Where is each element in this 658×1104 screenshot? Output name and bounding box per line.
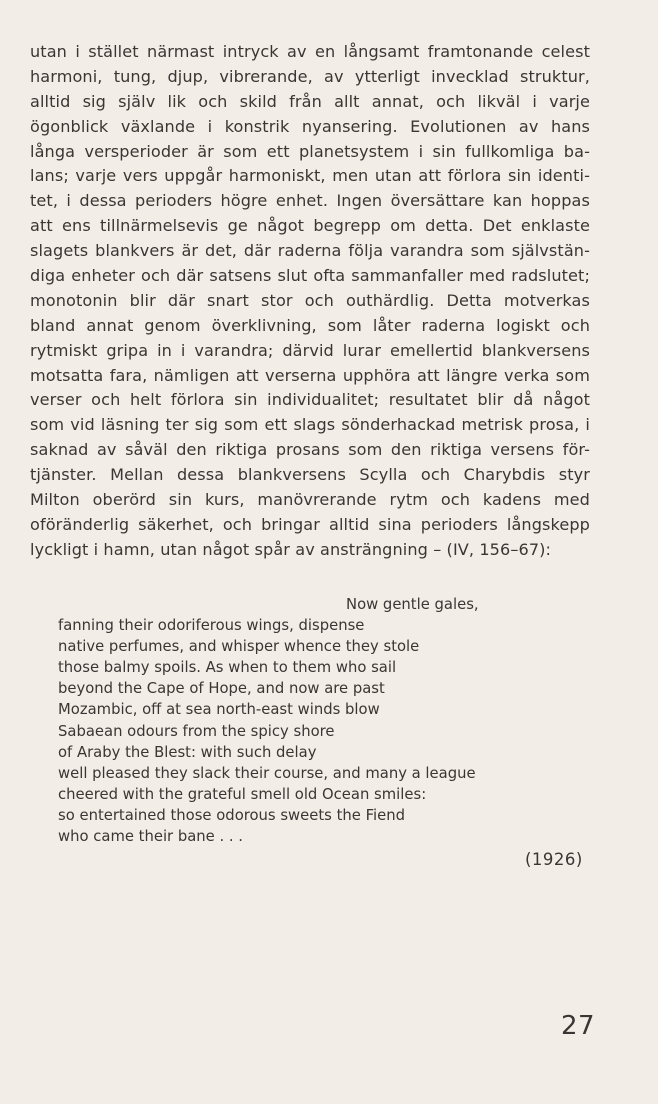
verse-line: who came their bane . . .: [58, 828, 244, 846]
prose-line: tjänster. Mellan dessa blankversens Scylla och Charybdis styr: [30, 465, 590, 485]
prose-line: alltid sig själv lik och skild från allt annat, och likväl i varje: [30, 91, 590, 111]
prose-line: bland annat genom överklivning, som låter raderna logiskt och: [30, 315, 590, 335]
verse-line: Sabaean odours from the spicy shore: [58, 722, 335, 740]
verse-line: beyond the Cape of Hope, and now are past: [58, 680, 385, 698]
prose-line: lans; varje vers uppgår harmoniskt, men utan att förlora sin identi-: [30, 166, 590, 186]
prose-line: harmoni, tung, djup, vibrerande, av ytterligt invecklad struktur,: [30, 66, 590, 86]
verse-line: well pleased they slack their course, and many a league: [58, 764, 476, 782]
prose-line: lyckligt i hamn, utan något spår av ansträngning – (IV, 156–67):: [30, 539, 552, 559]
prose-line: utan i stället närmast intryck av en långsamt framtonande celest: [30, 42, 590, 61]
prose-line: monotonin blir där snart stor och outhärdlig. Detta motverkas: [30, 290, 590, 310]
verse-line: native perfumes, and whisper whence they stole: [58, 638, 420, 656]
verse-line: so entertained those odorous sweets the Fiend: [58, 806, 405, 824]
prose-line: verser och helt förlora sin individualitet; resultatet blir då något: [30, 390, 590, 410]
prose-line: motsatta fara, nämligen att verserna upphöra att längre verka som: [30, 365, 590, 385]
prose-line: slagets blankvers är det, där raderna följa varandra som självstän-: [30, 241, 590, 261]
verse-line: Now gentle gales,: [346, 596, 479, 613]
prose-line: som vid läsning ter sig som ett slags sönderhackad metrisk prosa, i: [30, 415, 590, 435]
essay-date: (1926): [525, 850, 583, 869]
verse-line: Mozambic, off at sea north-east winds blow: [58, 701, 380, 719]
verse-quotation: [58, 594, 518, 847]
verse-line: cheered with the grateful smell old Ocean smiles:: [58, 785, 427, 803]
page-number: 27: [561, 1011, 596, 1041]
prose-line: tet, i dessa perioders högre enhet. Ingen översättare kan hoppas: [30, 191, 590, 211]
prose-line: att ens tillnärmelsevis ge något begrepp om detta. Det enklaste: [30, 216, 590, 236]
verse-line: those balmy spoils. As when to them who sail: [58, 659, 397, 677]
prose-line: långa versperioder är som ett planetsystem i sin fullkomliga ba-: [30, 141, 590, 161]
prose-line: oföränderlig säkerhet, och bringar alltid sina perioders långskepp: [30, 514, 590, 534]
verse-line: fanning their odoriferous wings, dispense: [58, 617, 365, 635]
prose-line: diga enheter och där satsens slut ofta sammanfaller med radslutet;: [30, 266, 590, 286]
prose-line: saknad av såväl den riktiga prosans som den riktiga versens för-: [30, 440, 590, 460]
prose-line: rytmiskt gripa in i varandra; därvid lurar emellertid blankversens: [30, 340, 590, 360]
essay-paragraph: [30, 40, 590, 563]
prose-line: ögonblick växlande i konstrik nyansering. Evolutionen av hans: [30, 116, 590, 136]
prose-line: Milton oberörd sin kurs, manövrerande rytm och kadens med: [30, 490, 590, 510]
verse-line: of Araby the Blest: with such delay: [58, 743, 317, 761]
